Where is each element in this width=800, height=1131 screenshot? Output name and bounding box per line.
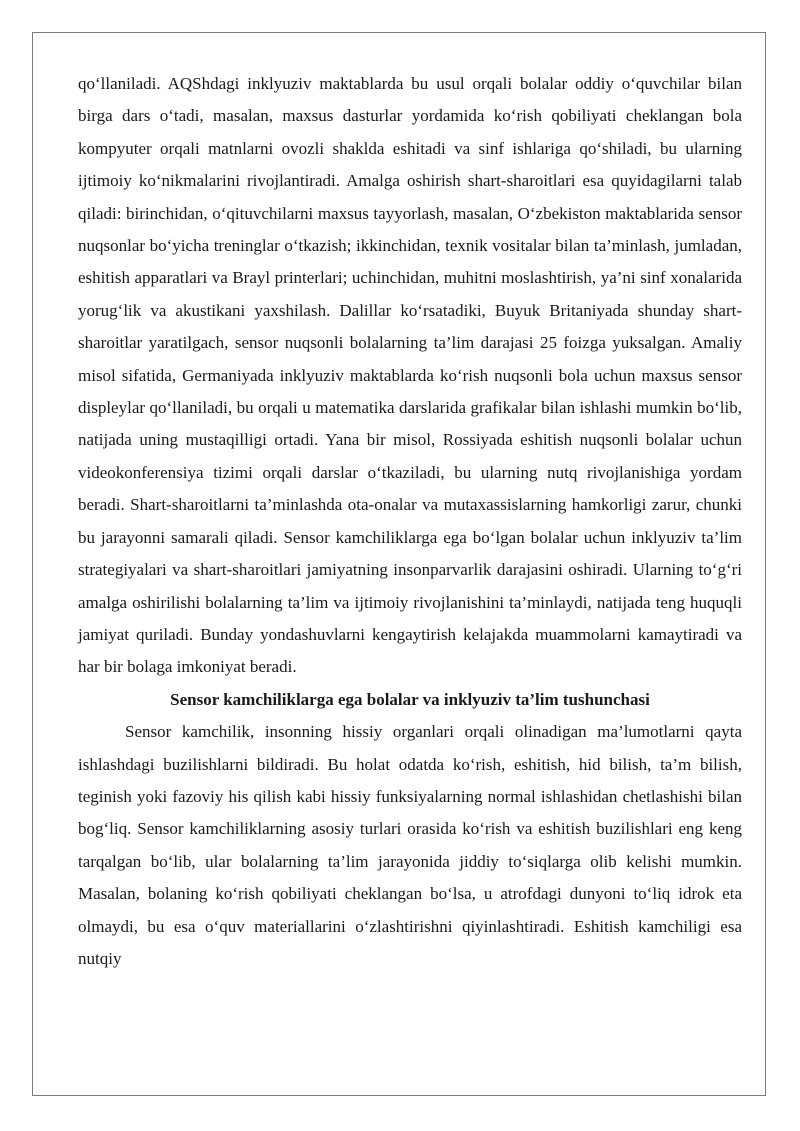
body-paragraph: Sensor kamchilik, insonning hissiy organlari orqali olinadigan ma’lumotlarni qayta ishlashdagi buzilishlarni bildiradi. Bu holat odatda ko‘rish, eshitish, hid bilish, ta’m bilish, teginish yoki fazoviy his qilish kabi hissiy funksiyalarning normal ishlashidan chetlashishi bilan bog‘liq. Sensor kamchiliklarning asosiy turlari orasida ko‘rish va eshitish buzilishlari eng keng tarqalgan bo‘lib, ular bolalarning ta’lim jarayonida jiddiy to‘siqlarga olib kelishi mumkin. Masalan, bolaning ko‘rish qobiliyati cheklangan bo‘lsa, u atrofdagi dunyoni to‘liq idrok eta olmaydi, bu esa o‘quv materiallarini o‘zlashtirishni qiyinlashtiradi. Eshitish kamchiligi esa nutqiy	[78, 722, 742, 968]
section-heading: Sensor kamchiliklarga ega bolalar va inklyuziv ta’lim tushunchasi	[170, 689, 650, 709]
body-paragraph: qo‘llaniladi. AQShdagi inklyuziv maktablarda bu usul orqali bolalar oddiy o‘quvchilar bilan birga dars o‘tadi, masalan, maxsus dasturlar yordamida ko‘rish qobiliyati cheklangan bola kompyuter orqali matnlarni ovozli shaklda eshitadi va sinf ishlariga qo‘shiladi, bu ularning ijtimoiy ko‘nikmalarini rivojlantiradi. Amalga oshirish shart-sharoitlari esa quyidagilarni talab qiladi: birinchidan, o‘qituvchilarni maxsus tayyorlash, masalan, O‘zbekiston maktablarida sensor nuqsonlar bo‘yicha treninglar o‘tkazish; ikkinchidan, texnik vositalar bilan ta’minlash, jumladan, eshitish apparatlari va Brayl printerlari; uchinchidan, muhitni moslashtirish, ya’ni sinf xonalarida yorug‘lik va akustikani yaxshilash. Dalillar ko‘rsatadiki, Buyuk Britaniyada shunday shart-sharoitlar yaratilgach, sensor nuqsonli bolalarning ta’lim darajasi 25 foizga yuksalgan. Amaliy misol sifatida, Germaniyada inklyuziv maktablarda ko‘rish nuqsonli bola uchun maxsus sensor displeylar qo‘llaniladi, bu orqali u matematika darslarida grafikalar bilan ishlashi mumkin bo‘lib, natijada uning mustaqilligi ortadi. Yana bir misol, Rossiyada eshitish nuqsonli bolalar uchun videokonferensiya tizimi orqali darslar o‘tkaziladi, bu ularning nutq rivojlanishiga yordam beradi. Shart-sharoitlarni ta’minlashda ota-onalar va mutaxassislarning hamkorligi zarur, chunki bu jarayonni samarali qiladi. Sensor kamchiliklarga ega bo‘lgan bolalar uchun inklyuziv ta’lim strategiyalari va shart-sharoitlari jamiyatning insonparvarlik darajasini oshiradi. Ularning to‘g‘ri amalga oshirilishi bolalarning ta’lim va ijtimoiy rivojlanishini ta’minlaydi, natijada teng huquqli jamiyat quriladi. Bunday yondashuvlarni kengaytirish kelajakda muammolarni kamaytiradi va har bir bolaga imkoniyat beradi.	[78, 74, 742, 677]
document-body	[78, 68, 742, 975]
